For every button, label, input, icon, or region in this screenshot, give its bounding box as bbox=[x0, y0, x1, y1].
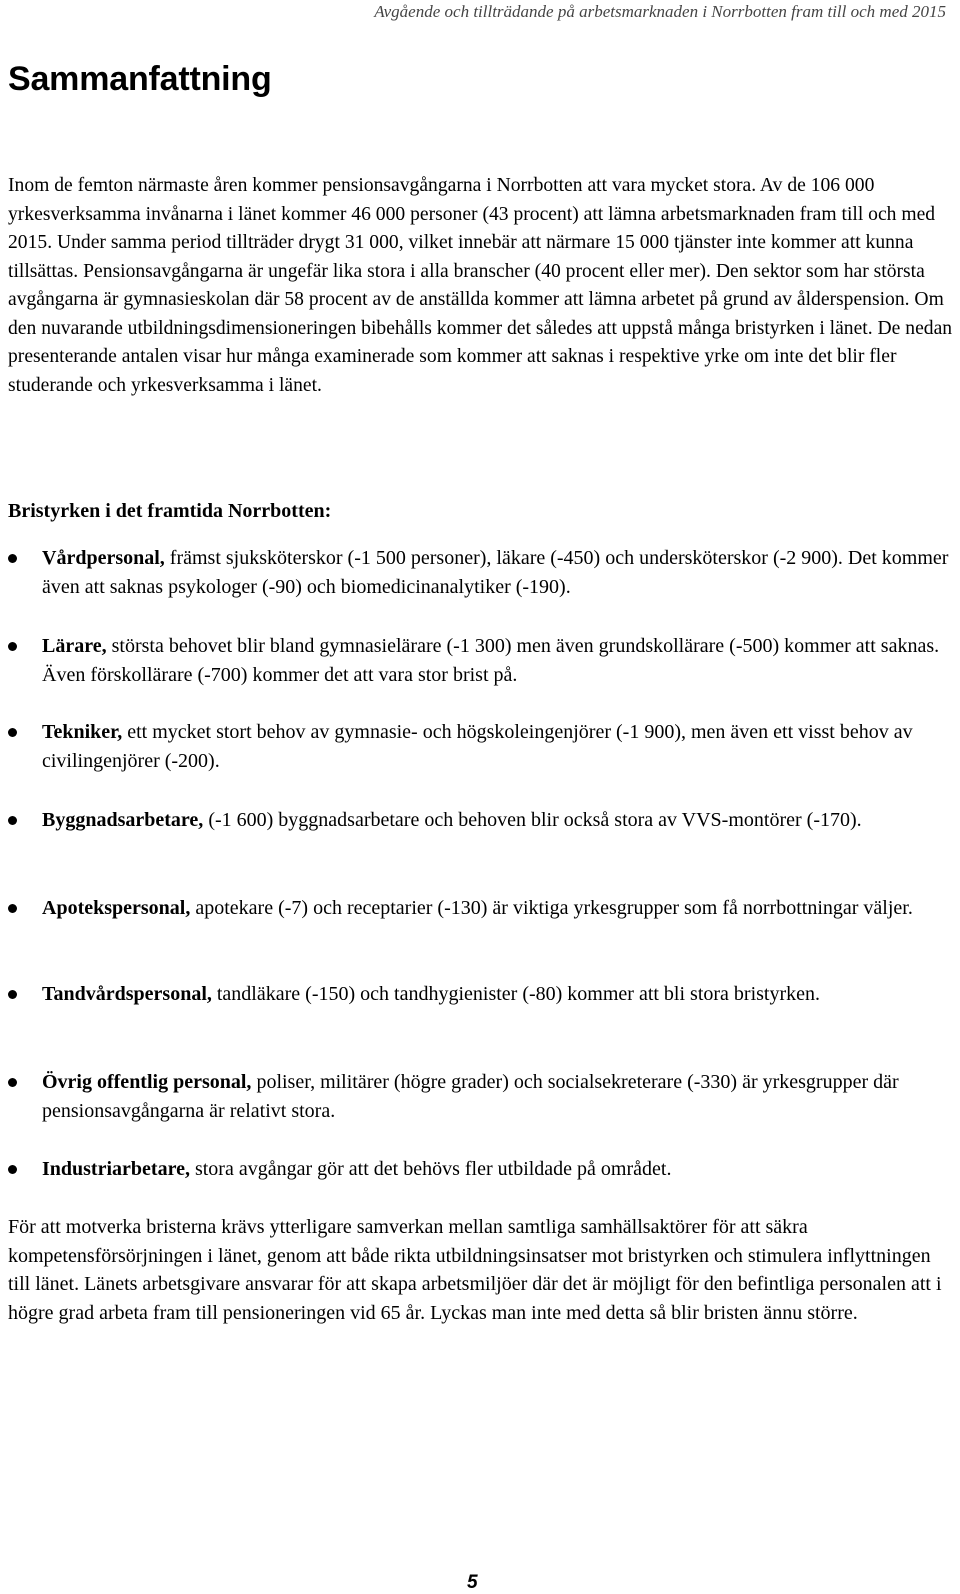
bullet-icon bbox=[8, 728, 17, 737]
page-title: Sammanfattning bbox=[8, 60, 272, 98]
list-item-lead: Industriarbetare, bbox=[42, 1158, 190, 1180]
list-item-text bbox=[42, 544, 954, 601]
list-item-lead: Tekniker, bbox=[42, 721, 123, 743]
list-item-lead: Byggnadsarbetare, bbox=[42, 809, 204, 831]
list-item-text bbox=[42, 894, 954, 923]
list-item-body: apotekare (-7) och receptarier (-130) är viktiga yrkesgrupper som få norrbottningar väljer. bbox=[190, 897, 913, 919]
bullet-icon bbox=[8, 642, 17, 651]
list-item-lead: Apotekspersonal, bbox=[42, 897, 191, 919]
list-item-body: främst sjuksköterskor (-1 500 personer), läkare (-450) och undersköterskor (-2 900). Det kommer även att saknas psykologer (-90) och biomedicinanalytiker (-190). bbox=[42, 547, 949, 598]
running-header: Avgående och tillträdande på arbetsmarknaden i Norrbotten fram till och med 2015 bbox=[374, 2, 946, 21]
list-item-lead: Vårdpersonal, bbox=[42, 547, 165, 569]
bullet-icon bbox=[8, 554, 17, 563]
list-item-text bbox=[42, 1068, 954, 1125]
list-item-text bbox=[42, 718, 954, 775]
list-item-lead: Övrig offentlig personal, bbox=[42, 1071, 252, 1093]
list-item-text bbox=[42, 980, 954, 1009]
page-number: 5 bbox=[467, 1572, 478, 1593]
list-item-body: poliser, militärer (högre grader) och socialsekreterare (-330) är yrkesgrupper där pensionsavgångarna är relativt stora. bbox=[42, 1071, 899, 1122]
list-item-body: stora avgångar gör att det behövs fler utbildade på området. bbox=[189, 1158, 672, 1180]
closing-paragraph: För att motverka bristerna krävs ytterligare samverkan mellan samtliga samhällsaktörer för att säkra kompetensförsörjningen i länet, genom att både rikta utbildningsinsatser mot bristyrken och stimulera inflyttningen till länet. Länets arbetsgivare ansvarar för att skapa arbetsmiljöer där det är möjligt för den befintliga personalen att i högre grad arbeta fram till pensioneringen vid 65 år. Lyckas man inte med detta så blir bristen ännu större. bbox=[8, 1216, 942, 1325]
list-item-text bbox=[42, 1155, 954, 1184]
list-item-body: (-1 600) byggnadsarbetare och behoven blir också stora av VVS-montörer (-170). bbox=[203, 809, 862, 831]
list-item-body: tandläkare (-150) och tandhygienister (-80) kommer att bli stora bristyrken. bbox=[211, 983, 821, 1005]
intro-paragraph: Inom de femton närmaste åren kommer pensionsavgångarna i Norrbotten att vara mycket stora. Av de 106 000 yrkesverksamma invånarna i länet kommer 46 000 personer (43 procent) att lämna arbetsmarknaden fram till och med 2015. Under samma period tillträder drygt 31 000, vilket innebär att närmare 15 000 tjänster inte kommer att kunna tillsättas. Pensionsavgångarna är ungefär lika stora i alla branscher (40 procent eller mer). Den sektor som har största avgångarna är gymnasieskolan där 58 procent av de anställda kommer att lämna arbetet på grund av ålderspension. Om den nuvarande utbildningsdimensioneringen bibehålls kommer det således att uppstå många bristyrken i länet. De nedan presenterande antalen visar hur många examinerade som kommer att saknas i respektive yrke om inte det blir fler studerande och yrkesverksamma i länet. bbox=[8, 175, 953, 396]
bullet-icon bbox=[8, 816, 17, 825]
bullet-icon bbox=[8, 990, 17, 999]
list-item-lead: Lärare, bbox=[42, 635, 107, 657]
list-item-text bbox=[42, 632, 954, 689]
list-item-lead: Tandvårdspersonal, bbox=[42, 983, 212, 1005]
list-item-body: ett mycket stort behov av gymnasie- och högskoleingenjörer (-1 900), men även ett visst behov av civilingenjörer (-200). bbox=[42, 721, 913, 772]
list-item-text bbox=[42, 806, 954, 835]
bullet-icon bbox=[8, 1165, 17, 1174]
bullet-icon bbox=[8, 904, 17, 913]
section-subheading: Bristyrken i det framtida Norrbotten: bbox=[8, 500, 332, 522]
bullet-icon bbox=[8, 1078, 17, 1087]
list-item-body: största behovet blir bland gymnasielärare (-1 300) men även grundskollärare (-500) kommer att saknas. Även förskollärare (-700) kommer det att vara stor brist på. bbox=[42, 635, 940, 686]
